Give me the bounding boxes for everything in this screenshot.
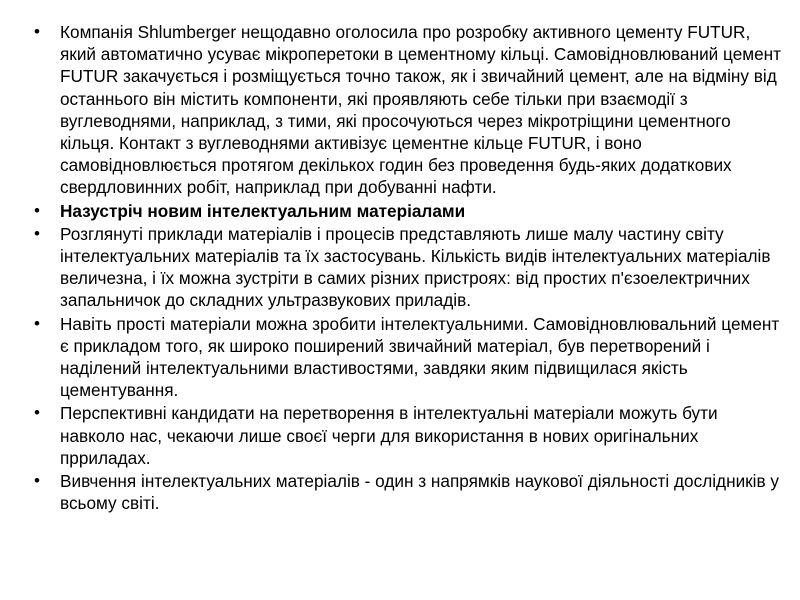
bullet-item-futur-cement bbox=[28, 21, 786, 199]
bullet-dot-icon: • bbox=[34, 200, 40, 220]
bullet-text: Навіть прості матеріали можна зробити інтелектуальними. Самовідновлювальний цемент є прикладом того, як широко поширений звичайний матеріал, був перетворений і наділений інтелектуальними властивостями, завдяки яким підвищилася якість цементування. bbox=[60, 313, 780, 401]
bullet-item-research bbox=[28, 470, 786, 514]
bullet-dot-icon: • bbox=[34, 403, 40, 423]
section-heading: Назустріч новим інтелектуальним матеріалами bbox=[60, 200, 466, 221]
bullet-text: Компанія Shlumberger нещодавно оголосила про розробку активного цементу FUTUR, який автоматично усуває мікроперетоки в цементному кільці. Самовідновлюваний цемент FUTUR закачується і розміщується точно також, як і звичайний цемент, але на відміну від останнього він містить компоненти, які проявляють себе тільки при взаємодії з вуглеводнями, наприклад, з тими, які просочуються через мікротріщини цементного кільця. Контакт з вуглеводнями активізує цементне кільце FUTUR, і воно самовідновлюється протягом декількох годин без проведення будь-яких додаткових свердловинних робіт, наприклад при добуванні нафти. bbox=[60, 22, 782, 198]
bullet-item-heading bbox=[28, 200, 786, 222]
bullet-text: Вивчення інтелектуальних матеріалів - один з напрямків наукової діяльності дослідників у всьому світі. bbox=[60, 471, 780, 514]
bullet-dot-icon: • bbox=[34, 22, 40, 41]
bullet-dot-icon: • bbox=[34, 471, 40, 491]
bullet-item-examples bbox=[28, 223, 786, 312]
bullet-dot-icon: • bbox=[34, 313, 40, 333]
bullet-dot-icon: • bbox=[34, 223, 40, 243]
bullet-item-simple-materials bbox=[28, 313, 786, 402]
bullet-item-candidates bbox=[28, 402, 786, 469]
bullet-list bbox=[28, 21, 786, 515]
bullet-text: Розглянуті приклади матеріалів і процесів представляють лише малу частину світу інтелектуальних матеріалів та їх застосувань. Кількість видів інтелектуальних матеріалів величезна, і їх можна зустріти в самих різних пристроях: від простих п'єзоелектричних запальничок до складних ультразвукових приладів. bbox=[60, 223, 771, 311]
bullet-text: Перспективні кандидати на перетворення в інтелектуальні матеріали можуть бути навколо нас, чекаючи лише своєї черги для використання в нових оригінальних прриладах. bbox=[60, 403, 718, 468]
